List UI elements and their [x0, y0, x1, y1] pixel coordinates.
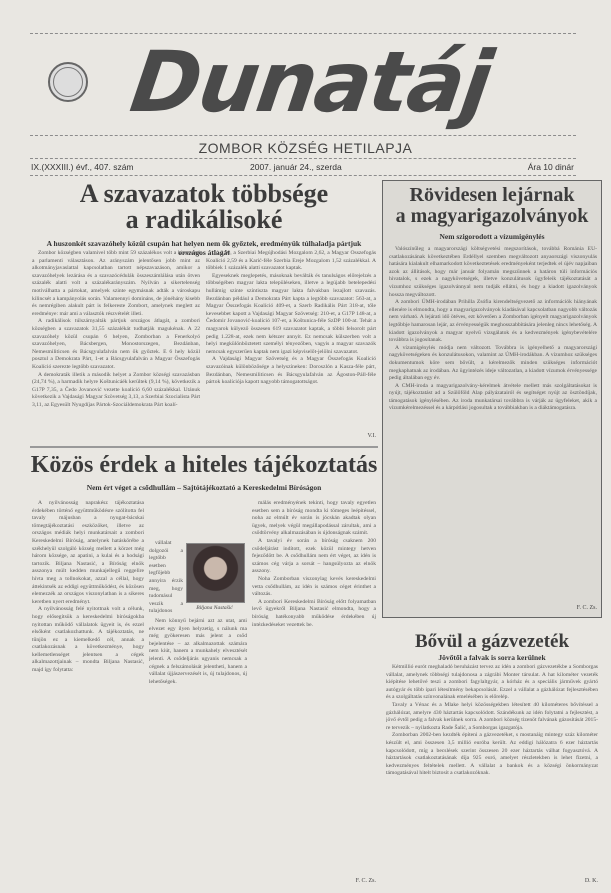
article-column	[32, 250, 200, 442]
headline-line: a radikálisoké	[125, 205, 283, 234]
author-signature: F. C. Zs.	[576, 605, 597, 611]
paragraph: Nem könnyű bejárni azt az utat, ami elvezet egy ilyen helyzetig, s nálunk ma még gyökeresen más jelent a csőd bejelentése – az alkalmazottak számára nem kiút, hanem a munkahely elvesztését jelenti. A csődeljárás ugyanis nemcsak a cégnek a felszámolását jelentheti, hanem a vállalat újjászervezését is, új tulajdonos, új lehetőségek.	[149, 618, 247, 685]
paragraph: A zombori ÚMH-irodában Prihilla Zsófia kirendeltségvezető az információk hiányának ellenére is elmondta, hogy a magyarigazolványok kiadásával kapcsolatban nagyobb változás nem várható. A lejárati idő ötéves, ezt követően a Zomborban igényelt magyarigazolványok legtöbbje hamarosan lejár, az érvényességük meghosszabbítására jelenleg nincs lehetőség. A kiadott igazolványok a magyar nyelvű vizsgálatok és a kedvezmények igénybevételére továbbra is jogosítanak.	[389, 299, 597, 344]
author-signature: F. C. Zs.	[355, 878, 376, 884]
paragraph: vállalat dolgozói a legtöbb esetben legfőjebb annyira érzik meg, hogy tudomásul veszik a tulajdonos	[149, 540, 183, 615]
headline-line: Rövidesen lejárnak	[409, 184, 575, 206]
portrait-photo	[186, 543, 245, 603]
article-column	[206, 250, 376, 434]
section-rule	[30, 446, 378, 448]
article-column	[386, 664, 598, 878]
paragraph: ció 2,90, a Szerbiai Megújhodási Mozgalom 2,62, a Magyar Összefogás Koalíció 2,59 és a Karić-féle Szerbia Ereje Mozgalom 1,52 százalékkal. A többiek 1 százalék alatti szavazatot kaptak.	[206, 250, 376, 272]
masthead-logo: Dunatáj	[125, 33, 497, 131]
article-subtitle: Nem ért véget a csődhullám – Sajtótájékoztató a Kereskedelmi Bíróságon	[86, 483, 322, 492]
coat-of-arms-seal	[48, 62, 88, 102]
paragraph: Zomborban 2002-ben kezdték építeni a gázvezetéket, s mostanáig mintegy száz kilométer készült el, ami összesen 3,5 millió euróba került. Az eddigi hálózatra 6 ezer háztartás kapcsolódott, míg a becslések szerint összesen 20 ezer háztartás válhat fogyasztóvá. A háztartások csatlakoztatásának díja 925 euró, amelyet részletekben is lehet fizetni, a kedvezményes feltételek mellett. A vállalat a bankok és a községi önkormányzat támogatásával hitelt biztosít a csatlakozóknak.	[386, 732, 598, 777]
paragraph: Zombor községben valamivel több mint 59 százalékos volt a kimenetel a parlamenti választáson. Az arányszám jelentősen jobb mint az alkotmányjavaslattal kapcsolatban tartott népszavazáson, amikor a szavazóhelyek lezárása és a szavazócédulák összeszámlálása után ötven százalék alatti volt a százalékarányszám. Nyilván a sikertelenség motiválhatta a pártokat, amelyek szinte egymásnak adták a városkapu kilincsét a kampányolás során. Valamennyi domináns, de jónéhány kisebb és nemrégiben alakult párt is felkereste Zombort, amelynek meglett az eredménye: már ami a választók részvételét illeti.	[32, 250, 200, 317]
article-hungarian-id	[384, 185, 600, 241]
issue-number: IX.(XXXIII.) évf., 407. szám	[31, 162, 134, 172]
headline-line: A szavazatok többsége	[79, 179, 329, 208]
article-column	[389, 246, 597, 603]
paragraph: málás eredményének tekinti, hogy tavaly egyetlen esetben sem a bíróság mondta ki tömeges leépítéssel, noha az elmúlt év során is jócskán akadtak olyan ügyek, melyek végül megállapodással zárultak, ami a csődtörvény alkalmazásában is újdonságnak számít.	[252, 500, 376, 537]
article-column	[252, 500, 376, 878]
article-subtitle: A huszonkét szavazóhely közül csupán hat helyen nem ők győztek, eredményük túlhaladja pártjuk országos átlagát	[46, 239, 362, 257]
article-column	[32, 500, 144, 886]
article-subtitle: Jövőtől a falvak is sorra kerülnek	[438, 653, 546, 662]
headline: Bővül a gázvezeték	[414, 631, 570, 652]
article-elections	[30, 181, 378, 257]
headline: Közös érdek a hiteles tájékoztatás	[30, 452, 378, 478]
article-column	[149, 618, 247, 886]
headline-line: a magyarigazolványok	[395, 205, 589, 227]
author-signature: D. K.	[584, 878, 598, 884]
photo-caption: Biljana Nastašić	[196, 605, 233, 611]
author-signature: V.I.	[367, 433, 376, 439]
paragraph: A zombori Kereskedelmi Bíróság előtt folyamatban levő ügyekről Biljana Nastasić elmondta, hogy a bíróság hatékonyabb működése érdekében új intézkedéseket vezettek be.	[252, 598, 376, 628]
paragraph: A Vajdasági Magyar Szövetség és a Magyar Összefogás Koalíció szavazóinak különbözősége a helyszíneken: Doroszlón a Kasza-féle párt, Bezdánban, Nemesmiliticsen és Bácsgyulafalván az Ágoston-Páll-féle pártok koalíciója kapott nagyobb támogatottságot.	[206, 356, 376, 386]
paragraph: A tavalyi év során a bíróság csaknem 200 csődeljárást indított, ezek közül mintegy hetven fejeződött be. A csődhullám nem ért véget, az idén is számos cég várja a sorsát – hangsúlyozta az elnök asszony.	[252, 537, 376, 575]
paragraph: A demokraták illetik a második helyet a Zombor községi szavazásban (24,74 %), a harmadik helyre Koštunicáék kerültek (9,14 %), következik a G17P 7,35, a Čedo Jovanović vezette koalíció 6,60 százalékkal. Utánuk következik a Vajdasági Magyar Szövetség 3,13, a Szerbiai Szocialista Párt 3,11, az Egyesült Nyugdíjas Pártok-Szociáldemokrata Párt koalí-	[32, 371, 200, 408]
paragraph: A radikálisok túlszárnyalták pártjuk országos átlagát, a zombori községben a szavazatok 31,55 százalékát tudhatják magukénak. A 22 szavazóhely közül csupán 6 helyen, Zomborban a Fenerkolyó szavazóhelyen, Bácsbergen, Monostorszegen, Bezdánban, Nemesmiliticsen és Bácsgyulafalván nem ők győztek. E 6 hely közül posztul a Demokrata Párt, 1-et a Bácsgyulafalván a Magyar Összefogás Koalíció szerezte legtöbb szavazatot.	[32, 318, 200, 370]
article-subtitle: Nem szigorodott a vízumigénylés	[439, 232, 545, 241]
article-gas-pipeline	[384, 632, 600, 662]
paragraph: Tavaly a Vénac és a Mlake helyi közösségekben létesített 40 kilométeres bővítéssel a gázhálózat, amelyre 430 háztartás kapcsolódott. Szándékunk az idén folytatni a fejlesztést, a jövő évtől pedig a falvak kerülnek sorra. A zombori község tizenöt falvának gázosítását 2015-re tervezik – nyilatkozta Rade Šalić, a Somborgas igazgatója.	[386, 701, 598, 731]
paragraph: Valószínűleg a magyarországi költségvetési megszorítások, továbbá Románia EU-csatlakozásának következtében Erdéllyel szemben megváltozott anyaországi viszonyulás hatására kialakult elhamarkodott következtetések eredményeként terjedtek el újév napjaiban azok az állítások, hogy már január folyamán megszűnnek a határon túli információs hivatalok, s ezek a nagykövetségek, illetve konzulátusok ügyfeleik tájékoztatását a vízumhoz szükséges igazolvánnyal nem tudják ellátni, és hogy a kiadott igazolványok hossza megváltozott.	[389, 246, 597, 298]
paragraph: A vízumigénylés módja nem változott. Továbbra is igényelhető a magyarországi nagykövetségeken és konzulátusokon, valamint az ÚMH-irodákban. A vízumhoz szükséges dokumentumok köre sem bővült, a kérelmezők minden szükséges információt megkaphatnak az irodában. Az ügyintézés ideje változatlan, a kiadott vízumok érvényessége pedig általában egy év.	[389, 344, 597, 382]
masthead-tagline: ZOMBOR KÖZSÉG HETILAPJA	[198, 140, 413, 156]
issue-price: Ára 10 dinár	[527, 162, 574, 172]
article-column	[149, 540, 183, 615]
divider	[30, 158, 576, 159]
issue-date: 2007. január 24., szerda	[250, 162, 342, 172]
divider	[30, 135, 576, 136]
paragraph: A CMH-iroda a magyarigazolvány-kérelmek átvétele mellett más szolgáltatásokat is nyújt, tájékoztatást ad a Szülőföld Alap pályázatairól és segítséget nyújt az ösztöndíjak, támogatások igénylésében. Az iroda munkatársai továbbra is várják az ügyfeleket, akik a vízumkérelmezéssel és a kárpótlási jogosultak a továbbiakban is a diáktámogatásra.	[389, 382, 597, 412]
paragraph: Noha Zomborban viszonylag kevés kereskedelmi vetta csődhullám, az idén is számos céget érinthet a változás.	[252, 575, 376, 598]
paragraph: Egyeseknek meglepetés, másoknak beválták és tanulságos előrejelzés a többségében magyar lakta településeken, illetve a legújabb betelepedési hullámig szinte színtiszta magyar lakta falvakban lezajlott szavazás. Bezdánban például a Demokrata Párt kapta a legtöbb szavazatot: 563-at, a Magyar Összefogás Koalíció 409-et, a Szerb Radikális Párt 318-at, tőle kevesebbet kapott a Vajdasági Magyar Szövetség: 210-et, a G17P 148-at, a Čedomir Jovanović-koalíció 107-et, a Koštunica-féle SzDP 100-at. Tehát a magyarok külyező összesen 619 szavazatot kaptak, a többi felsorolt párt pedig 1.228-at, ezek nem kétszer annyit. Ez nemcsak külszerben volt a helyi megkülönböztetett személyi tényezőben, vagyis a magyar szavazók nemcsak egyszerűen kaptak nem igazi képviselőt-jelölni szavazatot.	[206, 272, 376, 355]
paragraph: Kétmillió eurót meghaladó beruházást tervez az idén a zombori gázvezetékbe a Somborgas vállalat, amelynek többségi tulajdonosa a zágrábi Monter társulat. A hat kilométer vezeték kiépítése lehetővé teszi a zombori fagylaltgyár, a kórház és a speciális járművek gyártó autógyár és több ipari létesítmény bekapcsolását. Ezzel a vállalat a gázhálózat fejlesztésében és a szolgáltatás színvonalának emelésében is előrelép.	[386, 664, 598, 701]
paragraph: A nyilvánosság felé nyitottnak volt a célunk, hogy elősegítsük a kereskedelmi bíróságokba nyitottan működő vállalatok ügyeit is, és ezzel elsőként csatlakozhattunk. A tájékoztatás, ne tűnjön ez a kiemelkedő cél, annak a csatlakozásnak a következménye, hogy kellemetlenséget jelentsen a cégek alkalmazottjainak – mondta Biljana Nastasić, majd így folytatta:	[32, 606, 144, 674]
article-press-conference	[30, 453, 378, 492]
divider	[30, 175, 576, 176]
paragraph: A nyilvánosság naprakész tájékoztatása érdekében történő együttműködésre szólította fel tavaly májusban a nyugat-bácskai tömegtájékoztatási eszközöket, illetve az országos médiák helyi munkatársait a zombori Kereskedelmi Bíróság, amelynek hatáskörébe a székhelyül szolgáló község mellett a körzet még három községe, az apatini, a kulai és a hodsági tartozik. Biljana Nastasić, a Bíróság elnök asszonya múlt kedden munkajellegű reggelire hívta meg a tollnokokat, azzal a céllal, hogy áttekintsék az eddigi együttműködést, és közösen elemezzék az országos viszonylatban is a sikeres keretben nyert eredményt.	[32, 500, 144, 605]
